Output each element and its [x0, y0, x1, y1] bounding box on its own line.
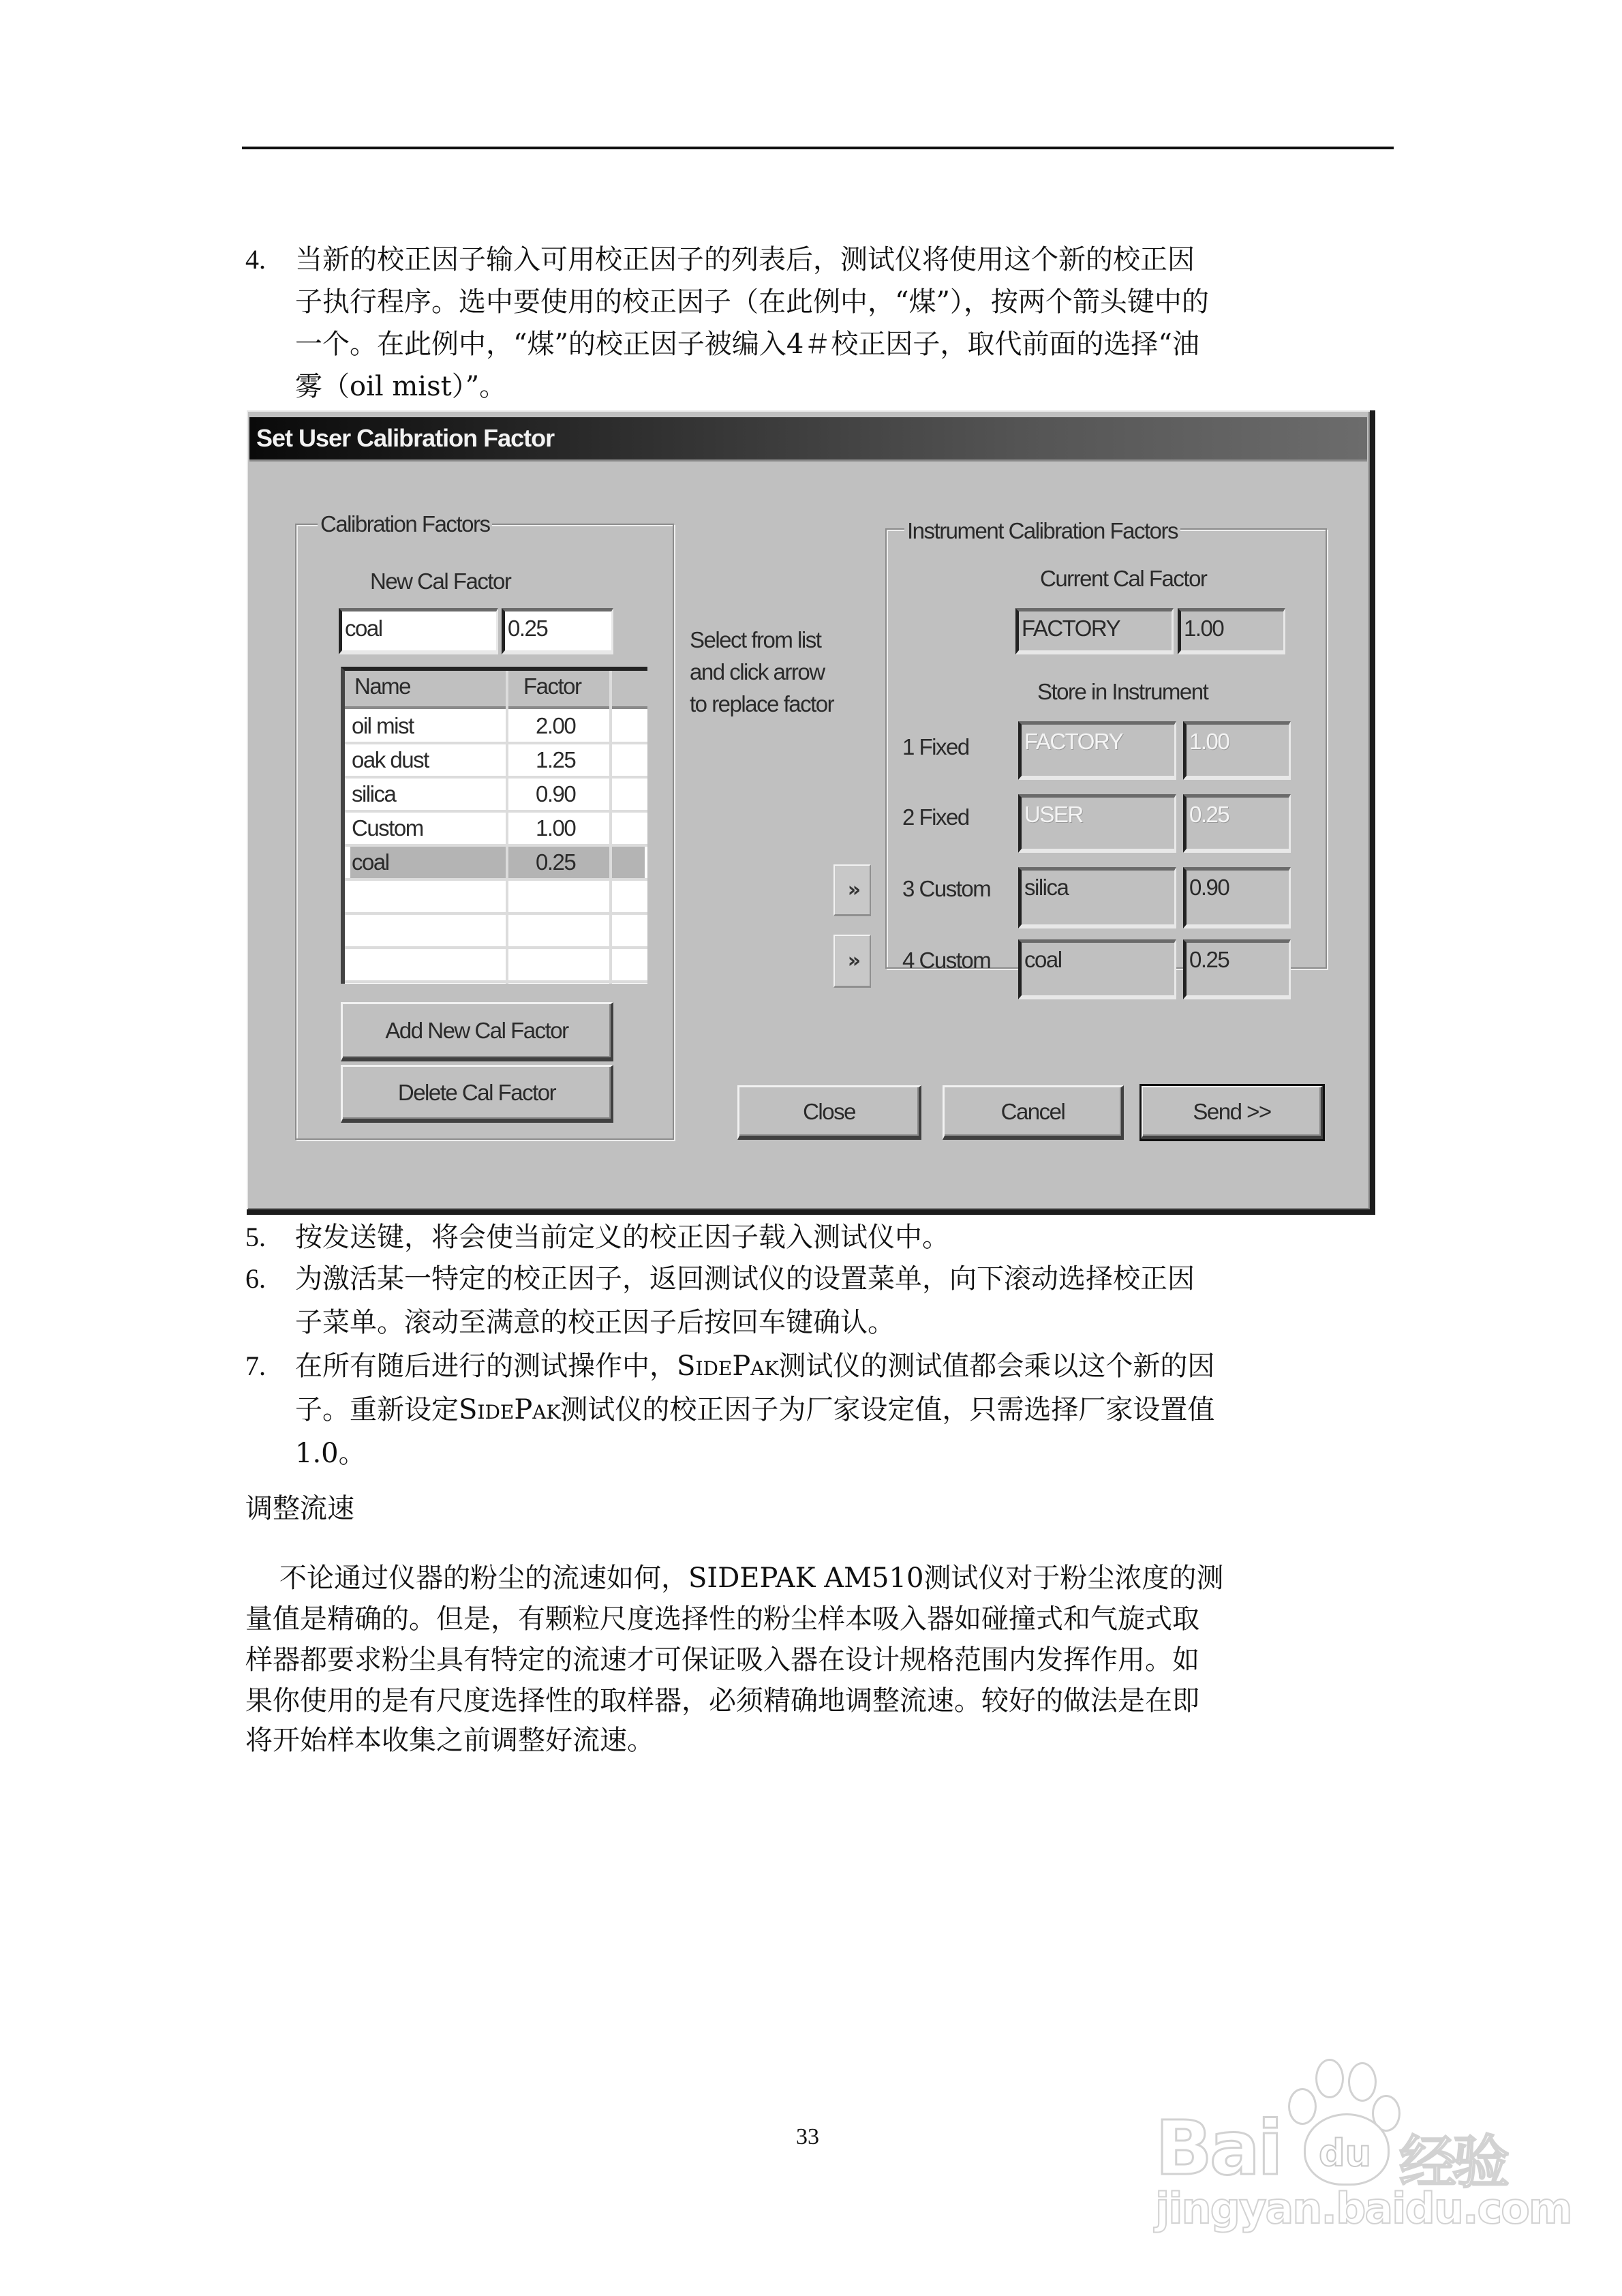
row-factor: 1.00 — [536, 815, 576, 841]
header-rule — [242, 147, 1394, 149]
dialog-titlebar[interactable] — [249, 417, 1367, 462]
new-cal-factor-label: New Cal Factor — [370, 569, 511, 594]
slot-1-value-field: 1.00 — [1183, 721, 1291, 780]
watermark-url: jingyan.baidu.com — [1155, 2184, 1572, 2233]
new-name-input[interactable]: coal — [339, 608, 498, 654]
replace-slot-3-arrow-button[interactable] — [833, 864, 871, 916]
step-4-line-4: 雾（oil mist）”。 — [295, 371, 507, 402]
row-name: oil mist — [352, 713, 414, 738]
table-row-selected[interactable] — [345, 847, 647, 881]
row-name: silica — [352, 781, 396, 806]
baidu-jingyan-watermark — [1155, 2055, 1572, 2233]
step-4-line-2: 子执行程序。选中要使用的校正因子（在此例中，“煤”），按两个箭头键中的 — [295, 286, 1209, 318]
watermark-logo-paw-text: du — [1319, 2132, 1372, 2175]
table-row-empty[interactable] — [345, 881, 647, 915]
current-cal-factor-label: Current Cal Factor — [1040, 566, 1207, 591]
add-new-cal-factor-button[interactable] — [341, 1002, 613, 1061]
calibration-factors-label: Calibration Factors — [318, 511, 492, 537]
double-chevron-right-icon: » — [847, 878, 857, 902]
new-factor-input[interactable]: 0.25 — [502, 608, 613, 654]
instruction-line-1: Select from list — [690, 627, 821, 652]
step-4-line-1: 当新的校正因子输入可用校正因子的列表后，测试仪将使用这个新的校正因 — [295, 244, 1195, 275]
step-6-number: 6. — [245, 1263, 266, 1294]
add-new-cal-factor-label: Add New Cal Factor — [385, 1018, 568, 1043]
step-5-line-1: 按发送键，将会使当前定义的校正因子载入测试仪中。 — [295, 1222, 949, 1253]
section-paragraph-line-4: 果你使用的是有尺度选择性的取样器，必须精确地调整流速。较好的做法是在即 — [245, 1685, 1199, 1717]
column-header-name[interactable]: Name — [354, 674, 411, 699]
section-heading-adjust-flow: 调整流速 — [245, 1493, 354, 1524]
row-name: oak dust — [352, 747, 429, 772]
section-paragraph-line-1: 不论通过仪器的粉尘的流速如何，SIDEPAK AM510测试仪对于粉尘浓度的测 — [279, 1562, 1224, 1594]
step-4-line-3: 一个。在此例中，“煤”的校正因子被编入4＃校正因子，取代前面的选择“油 — [295, 329, 1199, 360]
send-button[interactable] — [1141, 1085, 1323, 1140]
row-name: coal — [352, 849, 389, 875]
watermark-logo-right: 经验 — [1399, 2129, 1506, 2196]
column-divider — [609, 671, 612, 984]
row-factor: 1.25 — [536, 747, 576, 772]
slot-4-value-field[interactable]: 0.25 — [1183, 939, 1291, 999]
store-in-instrument-label: Store in Instrument — [1037, 679, 1208, 704]
slot-2-label: 2 Fixed — [902, 804, 969, 830]
table-row[interactable] — [345, 779, 647, 813]
replace-slot-4-arrow-button[interactable] — [833, 935, 871, 988]
step-4-number: 4. — [245, 244, 266, 275]
table-row-empty[interactable] — [345, 915, 647, 949]
double-chevron-right-icon: » — [847, 949, 857, 973]
brand-sidepak: SidePak — [459, 1394, 561, 1425]
slot-4-label: 4 Custom — [902, 948, 991, 973]
slot-2-name-field: USER — [1018, 794, 1176, 853]
step-7-number: 7. — [245, 1350, 266, 1381]
delete-cal-factor-button[interactable] — [341, 1065, 613, 1123]
table-row[interactable] — [345, 744, 647, 779]
close-button-label: Close — [803, 1098, 855, 1124]
slot-1-name-field: FACTORY — [1018, 721, 1176, 780]
section-paragraph-line-3: 样器都要求粉尘具有特定的流速才可保证吸入器在设计规格范围内发挥作用。如 — [245, 1644, 1199, 1676]
slot-3-value-field[interactable]: 0.90 — [1183, 867, 1291, 928]
step-7-line-3: 1.0。 — [295, 1438, 366, 1469]
table-row[interactable] — [345, 710, 647, 744]
set-user-calibration-dialog — [247, 410, 1375, 1215]
column-header-factor[interactable]: Factor — [523, 674, 581, 699]
current-cal-name-field: FACTORY — [1015, 608, 1174, 654]
brand-sidepak: SidePak — [677, 1350, 779, 1382]
row-factor: 0.90 — [536, 781, 576, 806]
cancel-button[interactable] — [943, 1085, 1124, 1140]
section-paragraph-line-5: 将开始样本收集之前调整好流速。 — [245, 1725, 654, 1756]
current-cal-value-field: 1.00 — [1178, 608, 1285, 654]
row-name: Custom — [352, 815, 423, 841]
send-button-label: Send >> — [1193, 1098, 1271, 1124]
section-paragraph-line-2: 量值是精确的。但是，有颗粒尺度选择性的粉尘样本吸入器如碰撞式和气旋式取 — [245, 1603, 1199, 1635]
step-5-number: 5. — [245, 1222, 266, 1252]
step-7-line-2-post: 测试仪的校正因子为厂家设定值，只需选择厂家设置值 — [560, 1394, 1215, 1425]
page-number: 33 — [796, 2124, 819, 2149]
close-button[interactable] — [737, 1085, 921, 1140]
cancel-button-label: Cancel — [1000, 1098, 1065, 1124]
slot-3-name-field[interactable]: silica — [1018, 867, 1176, 928]
step-7-line-1 — [295, 1350, 1214, 1382]
table-row[interactable] — [345, 813, 647, 847]
step-7-line-2-pre: 子。重新设定 — [295, 1394, 459, 1425]
column-divider — [506, 671, 508, 984]
row-factor: 2.00 — [536, 713, 576, 738]
step-6-line-2: 子菜单。滚动至满意的校正因子后按回车键确认。 — [295, 1307, 895, 1338]
paw-toe-icon — [1315, 2059, 1344, 2098]
step-7-line-1-post: 测试仪的测试值都会乘以这个新的因 — [778, 1350, 1215, 1382]
step-7-line-1-pre: 在所有随后进行的测试操作中， — [295, 1350, 677, 1382]
watermark-logo-left: Bai — [1155, 2104, 1281, 2192]
instruction-line-2: and click arrow — [690, 659, 825, 684]
slot-4-name-field[interactable]: coal — [1018, 939, 1176, 999]
slot-3-label: 3 Custom — [902, 876, 991, 901]
dialog-title: Set User Calibration Factor — [256, 424, 555, 452]
delete-cal-factor-label: Delete Cal Factor — [397, 1080, 556, 1105]
row-factor: 0.25 — [536, 849, 576, 875]
slot-2-value-field: 0.25 — [1183, 794, 1291, 853]
selection-highlight — [350, 847, 645, 878]
paw-toe-icon — [1288, 2088, 1317, 2125]
instruction-line-3: to replace factor — [690, 691, 834, 716]
step-6-line-1: 为激活某一特定的校正因子，返回测试仪的设置菜单，向下滚动选择校正因 — [295, 1263, 1195, 1295]
cal-factor-table[interactable] — [341, 667, 647, 984]
table-header — [345, 671, 647, 709]
instrument-calibration-label: Instrument Calibration Factors — [904, 518, 1180, 544]
step-7-line-2 — [295, 1394, 1214, 1425]
paw-toe-icon — [1348, 2062, 1377, 2102]
table-row-empty[interactable] — [345, 949, 647, 983]
slot-1-label: 1 Fixed — [902, 734, 969, 759]
